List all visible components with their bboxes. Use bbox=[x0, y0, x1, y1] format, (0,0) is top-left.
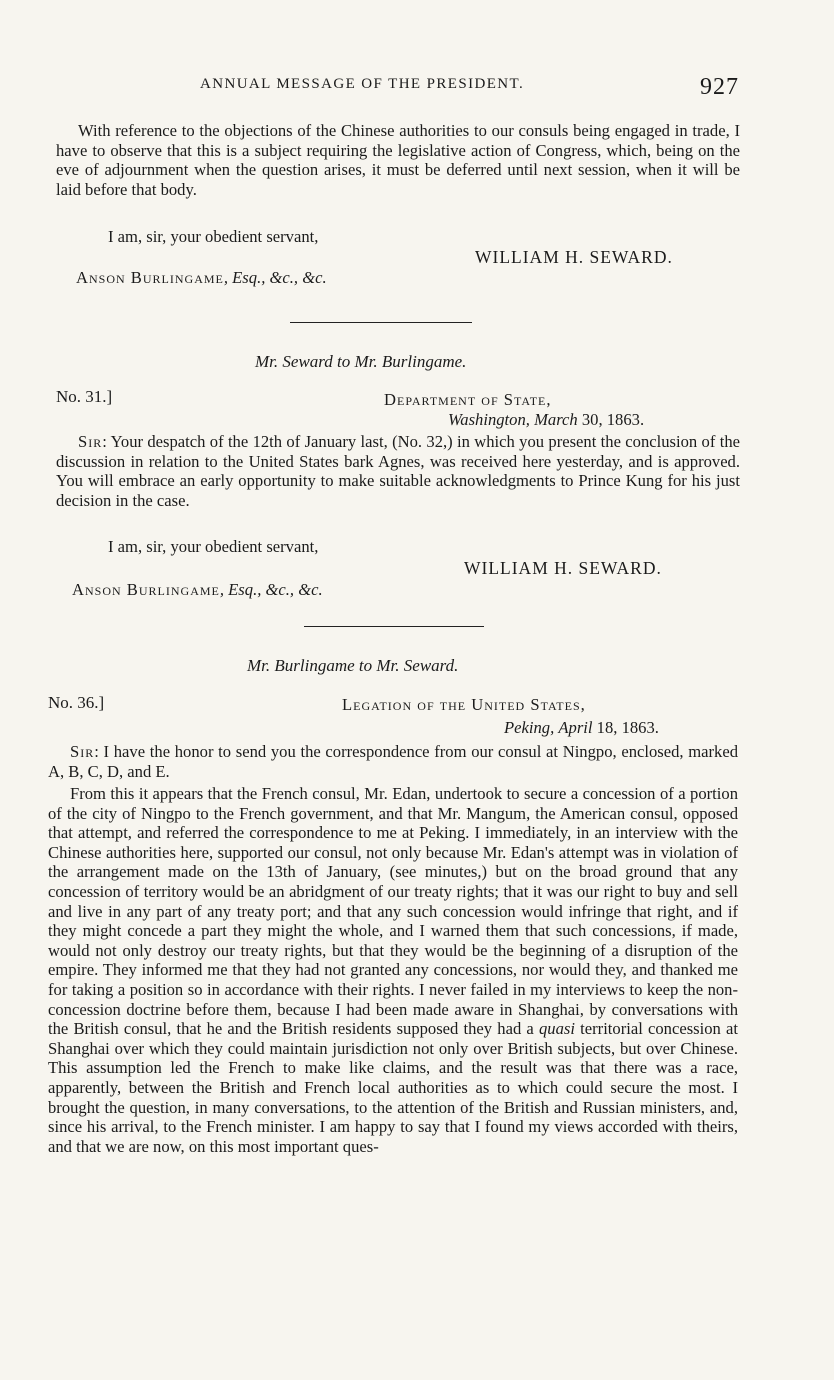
running-title: ANNUAL MESSAGE OF THE PRESIDENT. bbox=[200, 76, 525, 92]
addressee-suffix: , Esq., &c., &c. bbox=[223, 268, 327, 287]
letter1-closing: I am, sir, your obedient servant, bbox=[108, 227, 319, 246]
letter2-addressee bbox=[72, 580, 323, 600]
page-number: 927 bbox=[700, 74, 739, 100]
letter2-body bbox=[56, 432, 740, 510]
letter3-para2 bbox=[48, 784, 738, 1156]
addressee-name: Anson Burlingame bbox=[72, 580, 220, 599]
letter1-body: With reference to the objections of the Chinese authorities to our consuls being engaged in trade, I have to observe that this is a subject requiring the legislative action of Congress, which, being on the eve of adjournment when the question arises, it must be deferred until next session, when it will be laid before that body. bbox=[56, 121, 740, 199]
letter3-month: April bbox=[558, 718, 593, 737]
addressee-name: Anson Burlingame bbox=[76, 268, 224, 287]
section-divider bbox=[290, 322, 472, 323]
letter2-heading: Mr. Seward to Mr. Burlingame. bbox=[255, 352, 467, 371]
letter2-date: 30, 1863. bbox=[581, 410, 645, 429]
letter3-salutation: Sir bbox=[70, 742, 95, 761]
letter3-place: Peking, bbox=[504, 718, 555, 737]
letter3-para1-text: : I have the honor to send you the correspondence from our consul at Ningpo, enclosed, marked A, B, C, D, and E. bbox=[48, 742, 738, 781]
letter3-para2-text: From this it appears that the French consul, Mr. Edan, undertook to secure a concession of a portion of the city of Ningpo to the French government, and that Mr. Mangum, the American consul, opposed that attempt, and referred the correspondence to me at Peking. I immediately, in an interview with the Chinese authorities here, supported our consul, not only because Mr. Edan's attempt was in violation of the arrangement made on the 13th of January, (see minutes,) but on the broad ground that any concession of territory would be an abridgment of our treaty rights; that it was our right to buy and sell and live in any part of any treaty port; and that any such concession would infringe that right, and if they might concede a part they might the whole, and I warned them that such concessions, if made, would not only destroy our treaty rights, but that they would be the beginning of a disruption of the empire. They informed me that they had not granted any concessions, nor would they, and thanked me for taking a position so in accordance with their rights. I never failed in my interviews to keep the non-concession doctrine before them, because I had been made aware in Shanghai, by conversations with the British consul, that he and the British residents supposed they had a bbox=[48, 784, 738, 1039]
letter2-month: March bbox=[534, 410, 578, 429]
letter3-para2-italic: quasi bbox=[539, 1019, 575, 1039]
letter2-signature: WILLIAM H. SEWARD. bbox=[464, 558, 662, 578]
letter3-dateline bbox=[504, 718, 659, 738]
letter3-heading: Mr. Burlingame to Mr. Seward. bbox=[247, 656, 459, 675]
letter3-office: Legation of the United States, bbox=[342, 695, 586, 714]
addressee-suffix: , Esq., &c., &c. bbox=[219, 580, 323, 599]
letter3-para1 bbox=[48, 742, 738, 781]
section-divider bbox=[304, 626, 484, 627]
letter3-number: No. 36.] bbox=[48, 693, 105, 712]
letter3-para2-rest: territorial concession at Shanghai over which they could maintain jurisdiction not only over British subjects, but over Chinese. This assumption led the French to make like claims, and the result was that there was a race, apparently, between the British and French local authorities as to which could secure the most. I brought the question, in many conversations, to the attention of the British and Russian ministers, and, since his arrival, to the French minister. I am happy to say that I found my views accorded with theirs, and that we are now, on this most important ques- bbox=[48, 1019, 738, 1156]
letter1-signature: WILLIAM H. SEWARD. bbox=[475, 247, 673, 267]
letter2-office: Department of State, bbox=[384, 390, 552, 409]
letter2-body-text: : Your despatch of the 12th of January last, (No. 32,) in which you present the conclusion of the discussion in relation to the United States bark Agnes, was received here yesterday, and is approved. You will embrace an early opportunity to make suitable acknowledgments to Prince Kung for his just decision in the case. bbox=[56, 432, 740, 510]
letter1-addressee bbox=[76, 268, 327, 288]
letter3-date: 18, 1863. bbox=[596, 718, 659, 737]
letter2-place: Washington, bbox=[448, 410, 530, 429]
letter2-salutation: Sir bbox=[78, 432, 103, 451]
letter2-number: No. 31.] bbox=[56, 387, 113, 406]
letter2-dateline bbox=[448, 410, 644, 430]
letter2-closing: I am, sir, your obedient servant, bbox=[108, 537, 319, 556]
